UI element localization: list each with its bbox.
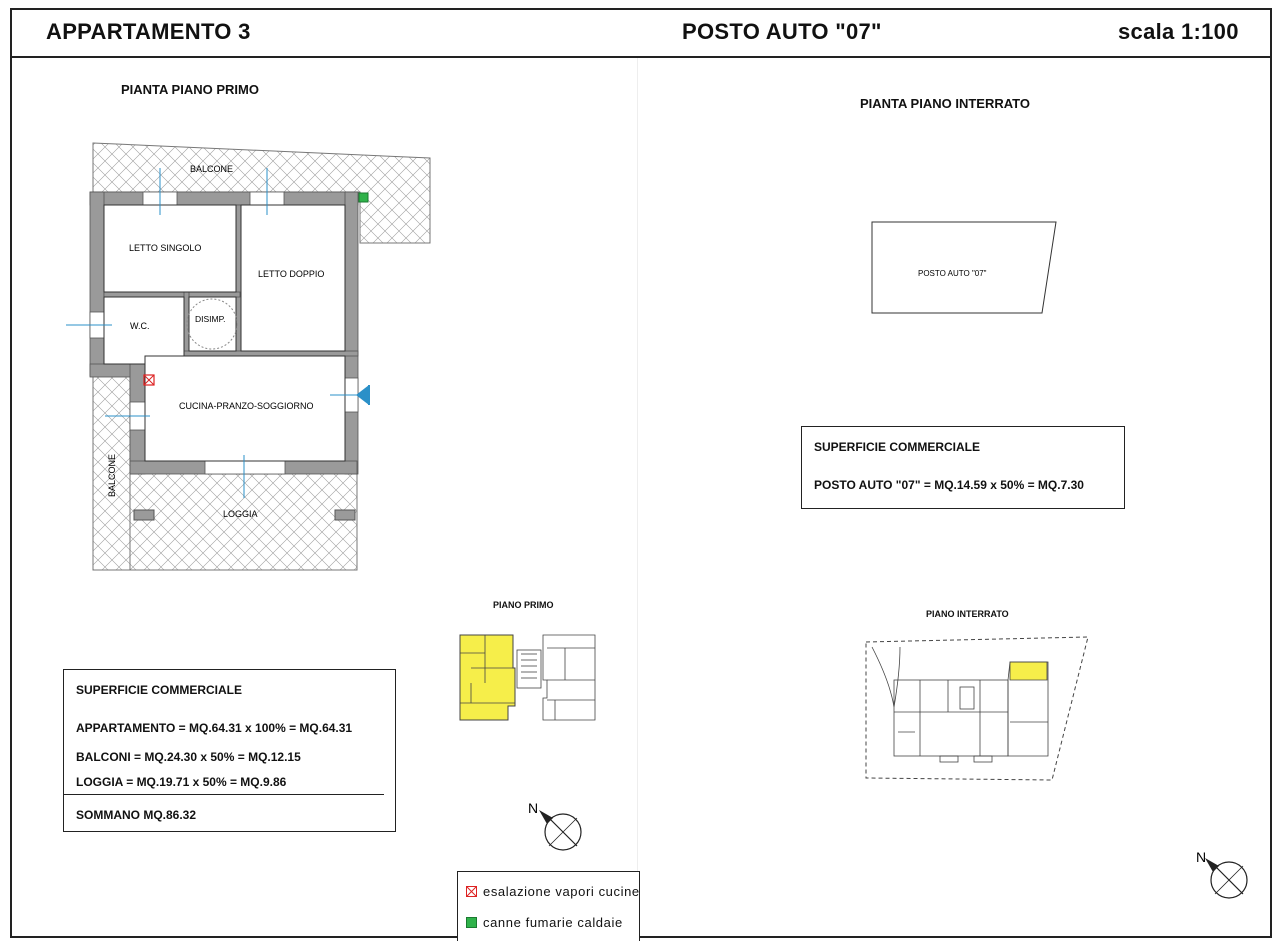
- surface-box-apartment: [63, 669, 396, 832]
- scale-label: scala 1:100: [1118, 19, 1239, 44]
- apartment-title: APPARTAMENTO 3: [46, 19, 251, 44]
- north-label-left: N: [528, 800, 539, 816]
- key-plan-basement-outline: [866, 637, 1088, 780]
- legend-vent-label: esalazione vapori cucine: [483, 884, 640, 899]
- loggia-pillar-left: [134, 510, 154, 520]
- label-cucina: CUCINA-PRANZO-SOGGIORNO: [179, 401, 314, 411]
- key-plan-basement-highlight: [1010, 662, 1047, 680]
- surface-box-parking: [801, 426, 1125, 509]
- surface-apartment-title: SUPERFICIE COMMERCIALE: [76, 683, 243, 697]
- label-wc: W.C.: [130, 321, 150, 331]
- basement-parking-plan: [860, 215, 1070, 320]
- boiler-flue-legend-icon: [466, 917, 477, 928]
- key-plan-first-floor: [455, 628, 605, 724]
- key-plan-basement-title: PIANO INTERRATO: [926, 609, 1009, 619]
- parking-space-outline: [872, 222, 1056, 313]
- north-arrow-left: [525, 798, 595, 858]
- surface-apartment-line1: APPARTAMENTO = MQ.64.31 x 100% = MQ.64.31: [76, 721, 353, 735]
- parking-title: POSTO AUTO "07": [682, 19, 882, 44]
- label-letto-singolo: LETTO SINGOLO: [129, 243, 202, 253]
- label-loggia: LOGGIA: [223, 509, 258, 519]
- label-balcone-side: BALCONE: [107, 453, 117, 497]
- basement-title: PIANTA PIANO INTERRATO: [860, 96, 1030, 111]
- surface-parking-line: POSTO AUTO "07" = MQ.14.59 x 50% = MQ.7.30: [814, 478, 1084, 492]
- key-plan-basement: [860, 632, 1095, 782]
- first-floor-plan: [0, 0, 640, 600]
- north-label-right: N: [1196, 849, 1207, 865]
- surface-parking-title: SUPERFICIE COMMERCIALE: [814, 440, 981, 454]
- parking-space-label: POSTO AUTO "07": [918, 269, 987, 278]
- kitchen-vent-legend-icon: [466, 886, 477, 897]
- surface-apartment-divider: [64, 794, 384, 795]
- surface-apartment-line3: LOGGIA = MQ.19.71 x 50% = MQ.9.86: [76, 775, 287, 789]
- surface-apartment-line2: BALCONI = MQ.24.30 x 50% = MQ.12.15: [76, 750, 301, 764]
- label-letto-doppio: LETTO DOPPIO: [258, 269, 325, 279]
- legend-row-vent: [466, 884, 640, 899]
- legend-flue-label: canne fumarie caldaie: [483, 915, 623, 930]
- surface-apartment-total: SOMMANO MQ.86.32: [76, 808, 197, 822]
- north-arrow-right: [1195, 846, 1265, 906]
- key-plan-first-title: PIANO PRIMO: [493, 600, 554, 610]
- loggia-pillar-right: [335, 510, 355, 520]
- key-plan-first-highlight: [460, 635, 515, 720]
- legend-row-flue: [466, 915, 623, 930]
- legend-box: [457, 871, 640, 941]
- label-balcone-top: BALCONE: [190, 164, 234, 174]
- boiler-flue-icon: [359, 193, 368, 202]
- label-disimp: DISIMP.: [195, 314, 226, 324]
- first-floor-title: PIANTA PIANO PRIMO: [121, 82, 259, 97]
